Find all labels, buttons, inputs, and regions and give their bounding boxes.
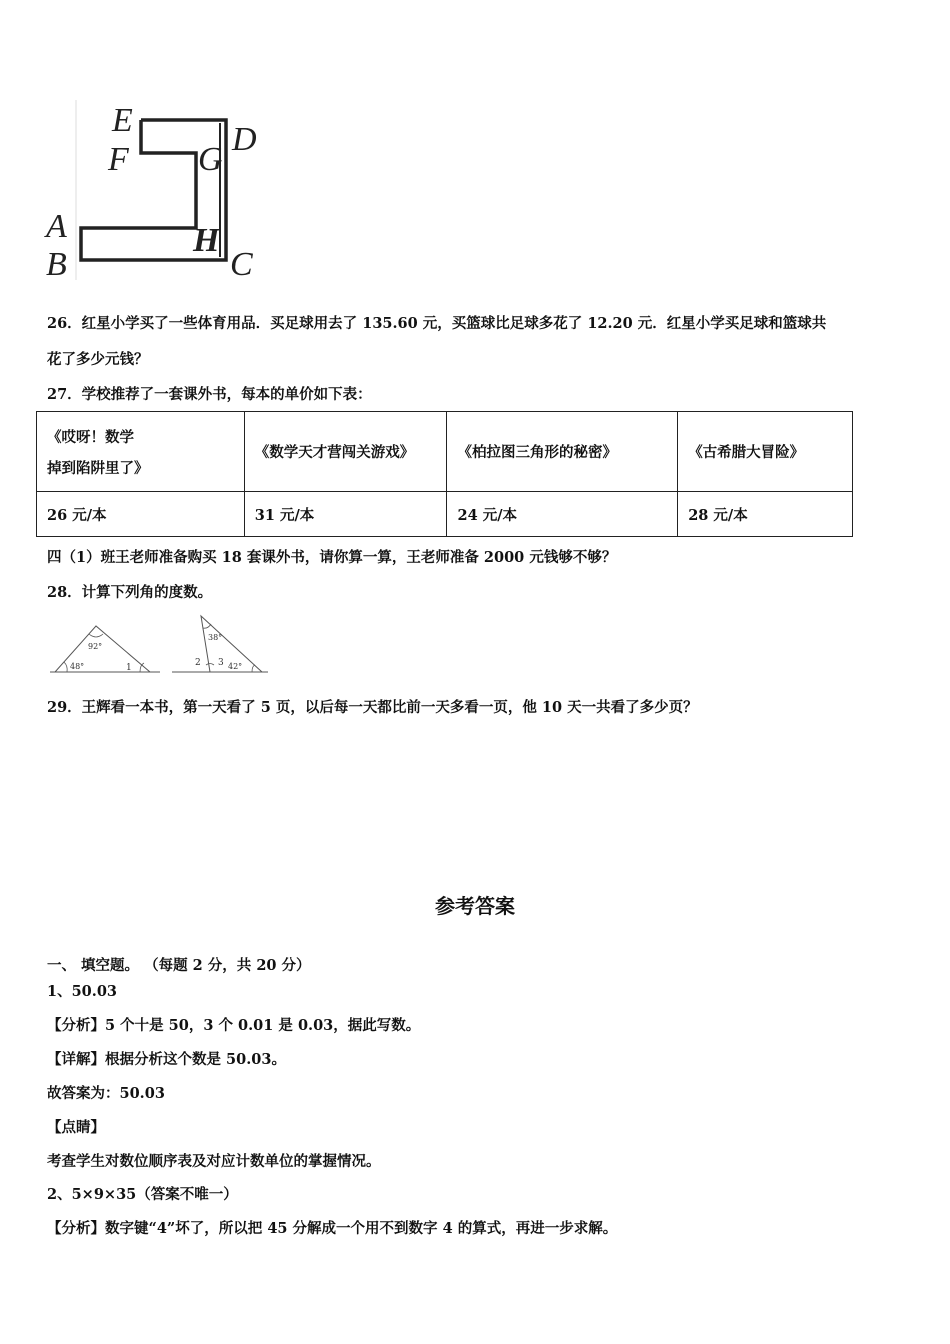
book-price: 26 元/本: [47, 506, 107, 524]
tri1-angle-1: 1: [126, 663, 132, 673]
q27-question: 四（1）班王老师准备购买 18 套课外书，请你算一算，王老师准备 2000 元钱够不够？: [47, 549, 617, 566]
label-a: A: [46, 208, 67, 245]
answer-1-analysis: 【分析】5 个十是 50，3 个 0.01 是 0.03，据此写数。: [47, 1017, 421, 1034]
label-d: D: [232, 121, 257, 158]
q28-text: 28．计算下列角的度数。: [47, 584, 213, 601]
q26-line2: 花了多少元钱？: [47, 351, 149, 368]
book-title: 《数学天才营闯关游戏》: [254, 444, 415, 461]
label-b: B: [46, 246, 67, 283]
q27-intro: 27．学校推荐了一套课外书，每本的单价如下表：: [47, 386, 372, 403]
answers-title: 参考答案: [435, 894, 515, 918]
tri2-angle-3: 3: [218, 658, 224, 668]
tri1-top-angle: 92°: [88, 642, 103, 651]
book-price: 24 元/本: [457, 506, 518, 524]
book-title-line2: 掉到陷阱里了》: [47, 459, 149, 477]
table-cell: [447, 492, 678, 537]
book-title: 《柏拉图三角形的秘密》: [457, 444, 617, 461]
label-h: H: [193, 222, 220, 259]
table-cell: [37, 412, 245, 492]
triangles-figure: [50, 612, 280, 678]
label-e: E: [112, 102, 133, 139]
answer-1: 1、50.03: [47, 983, 117, 1000]
table-cell: [37, 492, 245, 537]
tri1-left-angle: 48°: [70, 662, 85, 671]
book-title: 《哎呀！数学: [47, 428, 134, 446]
table-row-prices: [37, 492, 853, 537]
label-c: C: [230, 246, 253, 283]
shape-figure: [40, 95, 280, 285]
triangle-1: [50, 626, 160, 673]
q26-line1: 26．红星小学买了一些体育用品．买足球用去了 135.60 元，买篮球比足球多花了 12.20 元．红星小学买足球和篮球共: [47, 315, 827, 332]
book-title: 《古希腊大冒险》: [688, 444, 805, 461]
table-cell: [244, 412, 447, 492]
table-cell: [678, 492, 853, 537]
q29-text: 29．王辉看一本书，第一天看了 5 页，以后每一天都比前一天多看一页，他 10 天一共看了多少页？: [47, 699, 698, 716]
book-price-table: [36, 411, 853, 537]
table-cell: [244, 492, 447, 537]
tri2-angle-2: 2: [195, 658, 201, 668]
tri2-top-angle: 38°: [208, 633, 223, 642]
answer-1-note-label: 【点睛】: [47, 1119, 105, 1136]
table-row-titles: [37, 412, 853, 492]
label-g: G: [198, 141, 223, 178]
answer-1-result: 故答案为：50.03: [47, 1085, 165, 1102]
triangle-2: [172, 616, 268, 672]
book-price: 31 元/本: [254, 506, 315, 524]
book-price: 28 元/本: [688, 506, 748, 524]
tri2-right-angle: 42°: [228, 662, 243, 671]
answer-2: 2、5×9×35（答案不唯一）: [47, 1186, 238, 1203]
table-cell: [678, 412, 853, 492]
label-f: F: [108, 141, 129, 178]
answer-1-detail: 【详解】根据分析这个数是 50.03。: [47, 1051, 286, 1068]
answers-section-1: 一、 填空题。 （每题 2 分，共 20 分）: [47, 957, 311, 974]
table-cell: [447, 412, 678, 492]
answer-2-analysis: 【分析】数字键“4”坏了，所以把 45 分解成一个用不到数字 4 的算式，再进一步求解。: [47, 1220, 618, 1237]
answer-1-note: 考查学生对数位顺序表及对应计数单位的掌握情况。: [47, 1153, 381, 1170]
